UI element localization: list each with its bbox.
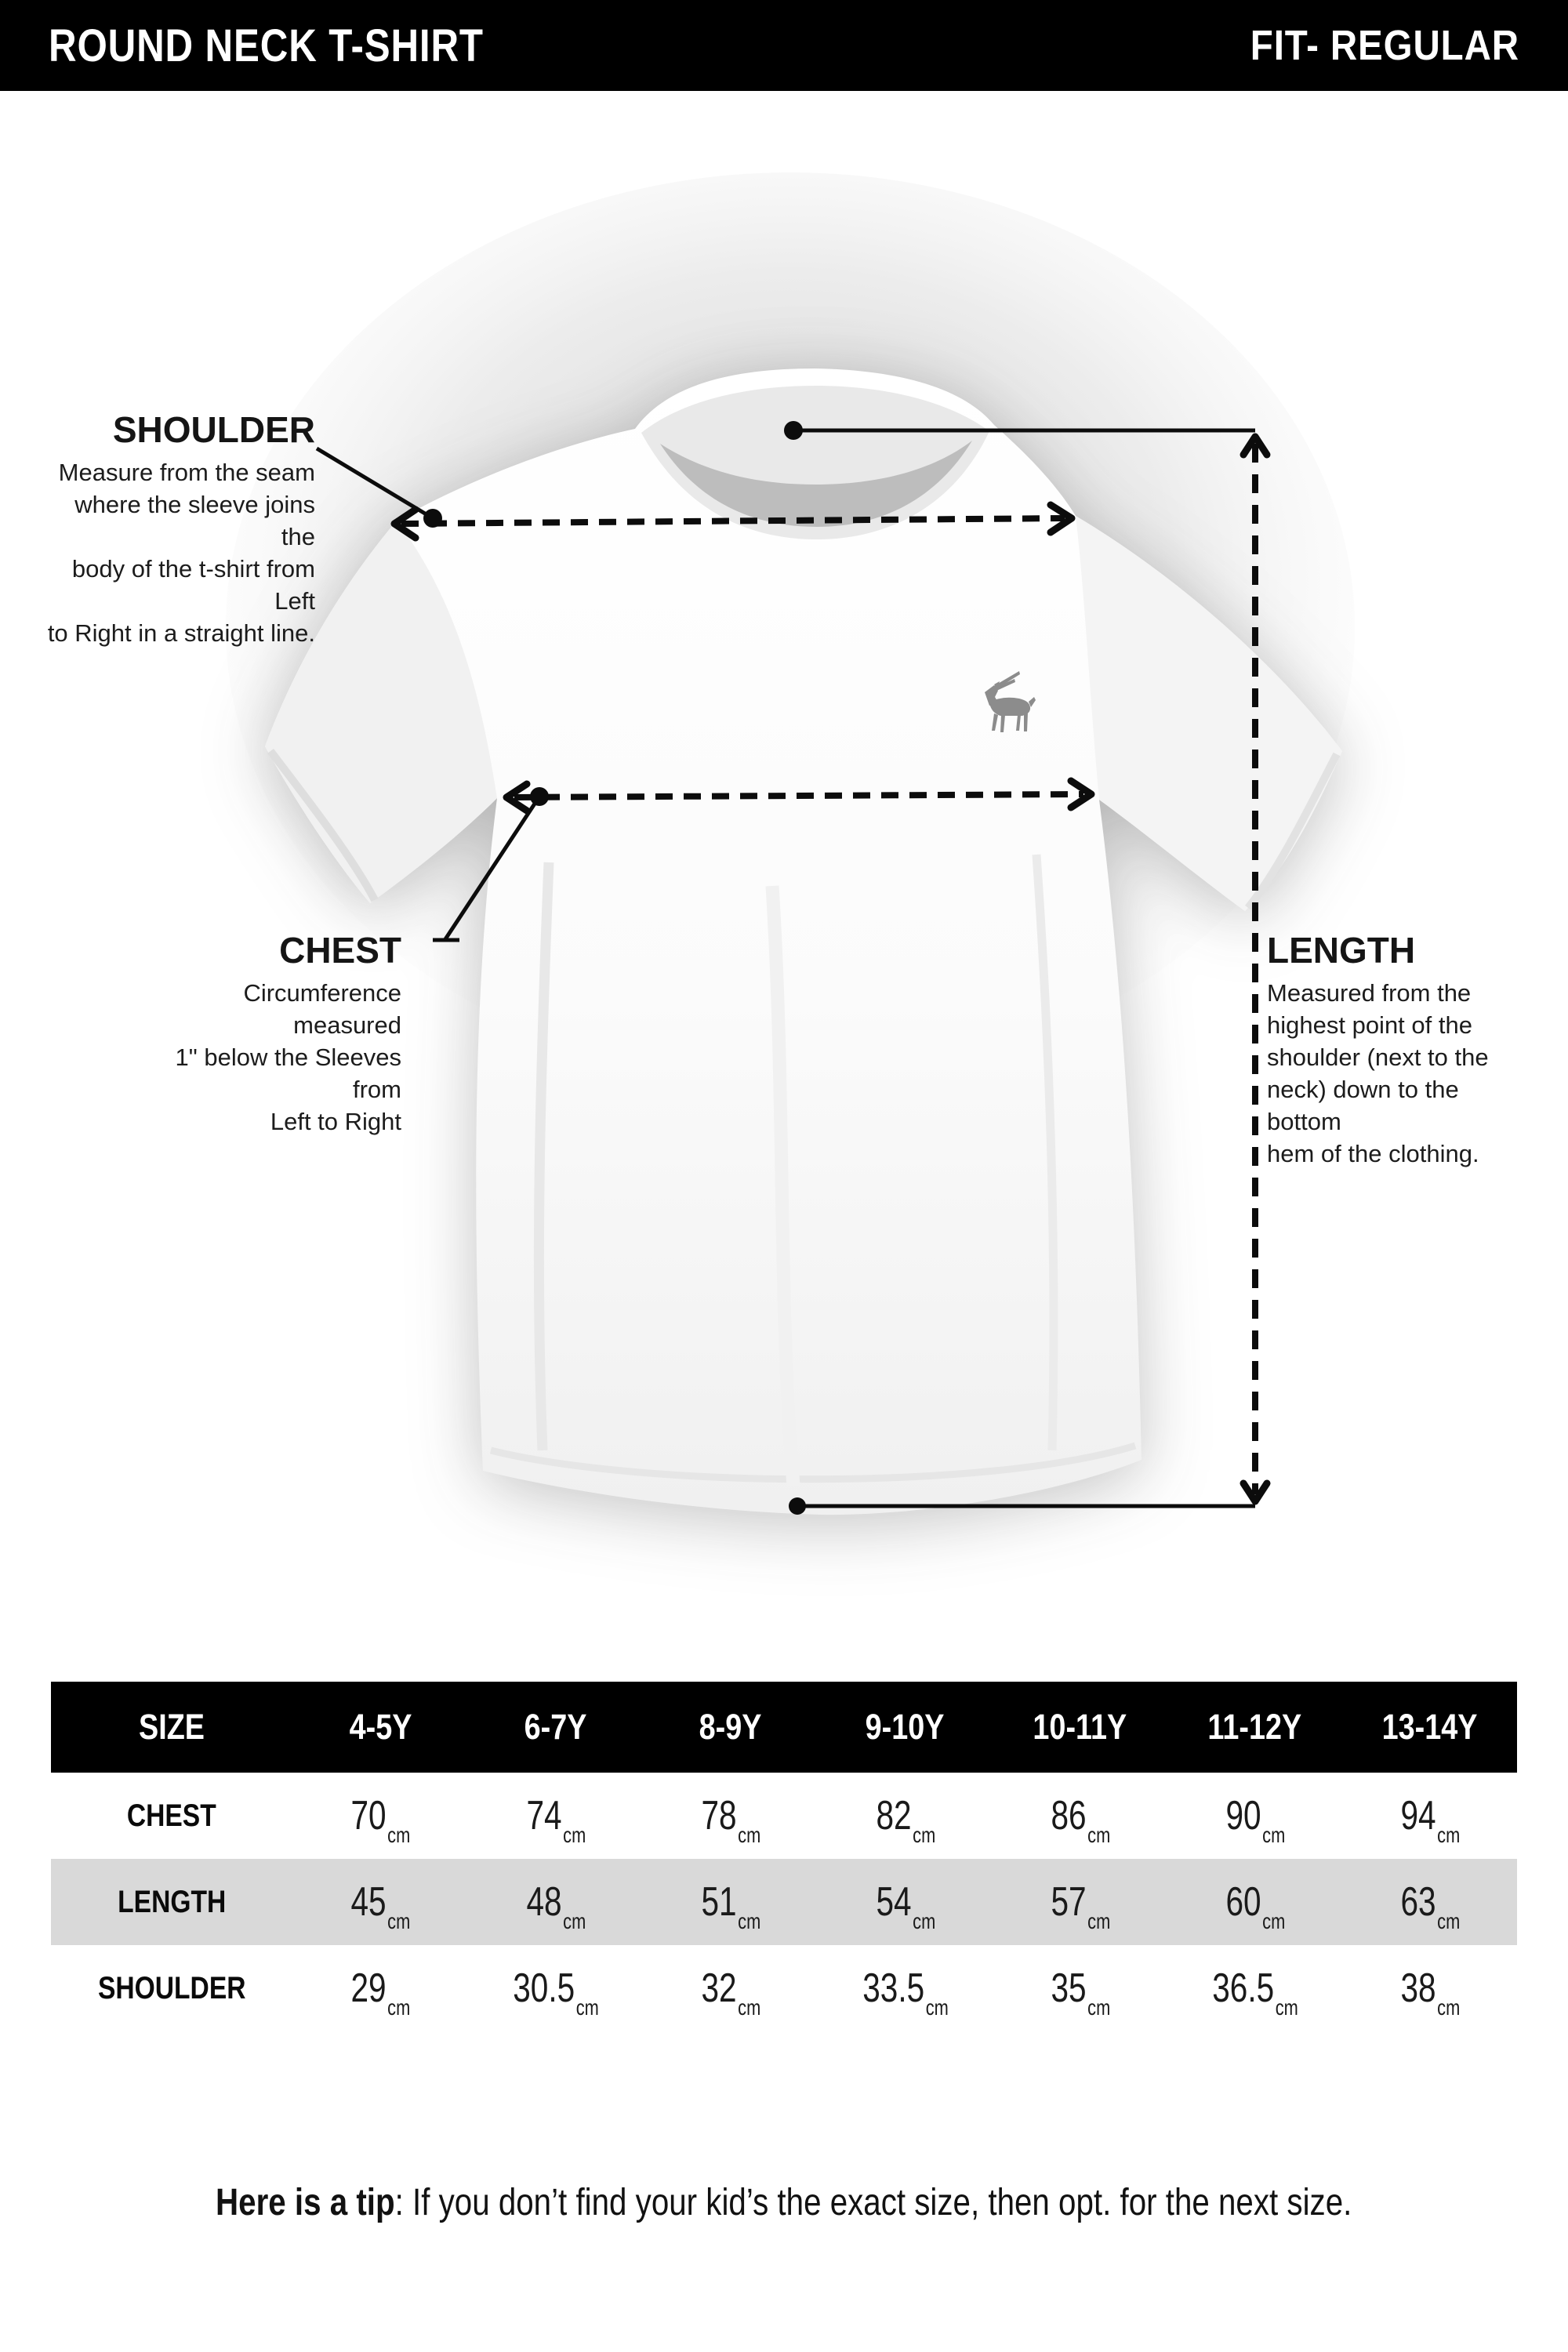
- cell-value: $90_{cm}$: [1225, 1793, 1286, 1848]
- cell-value: $82_{cm}$: [876, 1793, 935, 1848]
- cell-value: $48_{cm}$: [526, 1879, 586, 1934]
- cell-value: $35_{cm}$: [1051, 1965, 1110, 2020]
- cell-value: $36.5_{cm}$: [1212, 1965, 1298, 2020]
- shoulder-annotation: [44, 411, 315, 649]
- length-bottom-dot: [789, 1497, 806, 1515]
- chest-annotation-line: Left to Right: [270, 1108, 401, 1136]
- cell-value: $74_{cm}$: [526, 1793, 586, 1848]
- size-table-header-row: [51, 1682, 1517, 1773]
- cell-value: $60_{cm}$: [1225, 1879, 1286, 1934]
- table-row-shoulder: [51, 1945, 1517, 2031]
- shoulder-annotation-line: where the sleeve joins the: [74, 491, 315, 551]
- column-header: 8-9Y: [699, 1707, 762, 1747]
- shoulder-annotation-title: SHOULDER: [112, 409, 315, 450]
- cell-value: $94_{cm}$: [1400, 1793, 1461, 1848]
- cell-value: $29_{cm}$: [350, 1965, 411, 2020]
- length-annotation-line: Measured from the: [1267, 979, 1472, 1007]
- column-header: 4-5Y: [349, 1707, 412, 1747]
- chest-annotation-line: Circumference measured: [243, 979, 401, 1040]
- length-top-dot: [784, 421, 803, 440]
- table-row-chest: [51, 1773, 1517, 1859]
- row-label: LENGTH: [118, 1884, 227, 1919]
- column-header: 6-7Y: [524, 1707, 587, 1747]
- row-label: CHEST: [127, 1798, 217, 1833]
- cell-value: $70_{cm}$: [350, 1793, 411, 1848]
- length-annotation-title: LENGTH: [1267, 930, 1416, 971]
- length-annotation-line: shoulder (next to the: [1267, 1044, 1489, 1072]
- length-annotation: [1267, 931, 1537, 1170]
- column-header-size: SIZE: [139, 1707, 205, 1747]
- shoulder-annotation-line: Measure from the seam: [58, 459, 315, 487]
- length-annotation-line: neck) down to the bottom: [1267, 1076, 1459, 1136]
- cell-value: $33.5_{cm}$: [862, 1965, 949, 2020]
- cell-value: $30.5_{cm}$: [513, 1965, 599, 2020]
- cell-value: $86_{cm}$: [1051, 1793, 1110, 1848]
- cell-value: $78_{cm}$: [701, 1793, 760, 1848]
- tip-text: : If you don’t find your kid’s the exact size, then opt. for the next size.: [394, 2182, 1352, 2223]
- chest-annotation: [133, 931, 401, 1138]
- cell-value: $57_{cm}$: [1051, 1879, 1110, 1934]
- shoulder-annotation-line: body of the t-shirt from Left: [71, 555, 315, 615]
- row-label: SHOULDER: [98, 1970, 246, 2005]
- size-table: [51, 1682, 1517, 2031]
- length-annotation-line: highest point of the: [1267, 1011, 1472, 1040]
- column-header: 9-10Y: [865, 1707, 945, 1747]
- table-row-length: [51, 1859, 1517, 1945]
- cell-value: $63_{cm}$: [1400, 1879, 1461, 1934]
- shoulder-anchor-dot: [423, 509, 442, 528]
- cell-value: $54_{cm}$: [876, 1879, 935, 1934]
- size-tip: [0, 2181, 1568, 2224]
- chest-anchor-dot: [530, 787, 549, 806]
- shoulder-annotation-line: to Right in a straight line.: [47, 619, 315, 648]
- tip-bold: Here is a tip: [216, 2182, 395, 2223]
- column-header: 11-12Y: [1207, 1707, 1302, 1747]
- length-annotation-line: hem of the clothing.: [1267, 1140, 1479, 1168]
- column-header: 13-14Y: [1381, 1707, 1478, 1747]
- cell-value: $45_{cm}$: [350, 1879, 411, 1934]
- fit-label: FIT- REGULAR: [1250, 22, 1519, 69]
- cell-value: $51_{cm}$: [701, 1879, 760, 1934]
- chest-annotation-title: CHEST: [279, 930, 401, 971]
- page-title: ROUND NECK T-SHIRT: [49, 20, 484, 71]
- chest-annotation-line: 1" below the Sleeves from: [175, 1044, 401, 1104]
- column-header: 10-11Y: [1033, 1707, 1127, 1747]
- cell-value: $32_{cm}$: [701, 1965, 760, 2020]
- cell-value: $38_{cm}$: [1400, 1965, 1461, 2020]
